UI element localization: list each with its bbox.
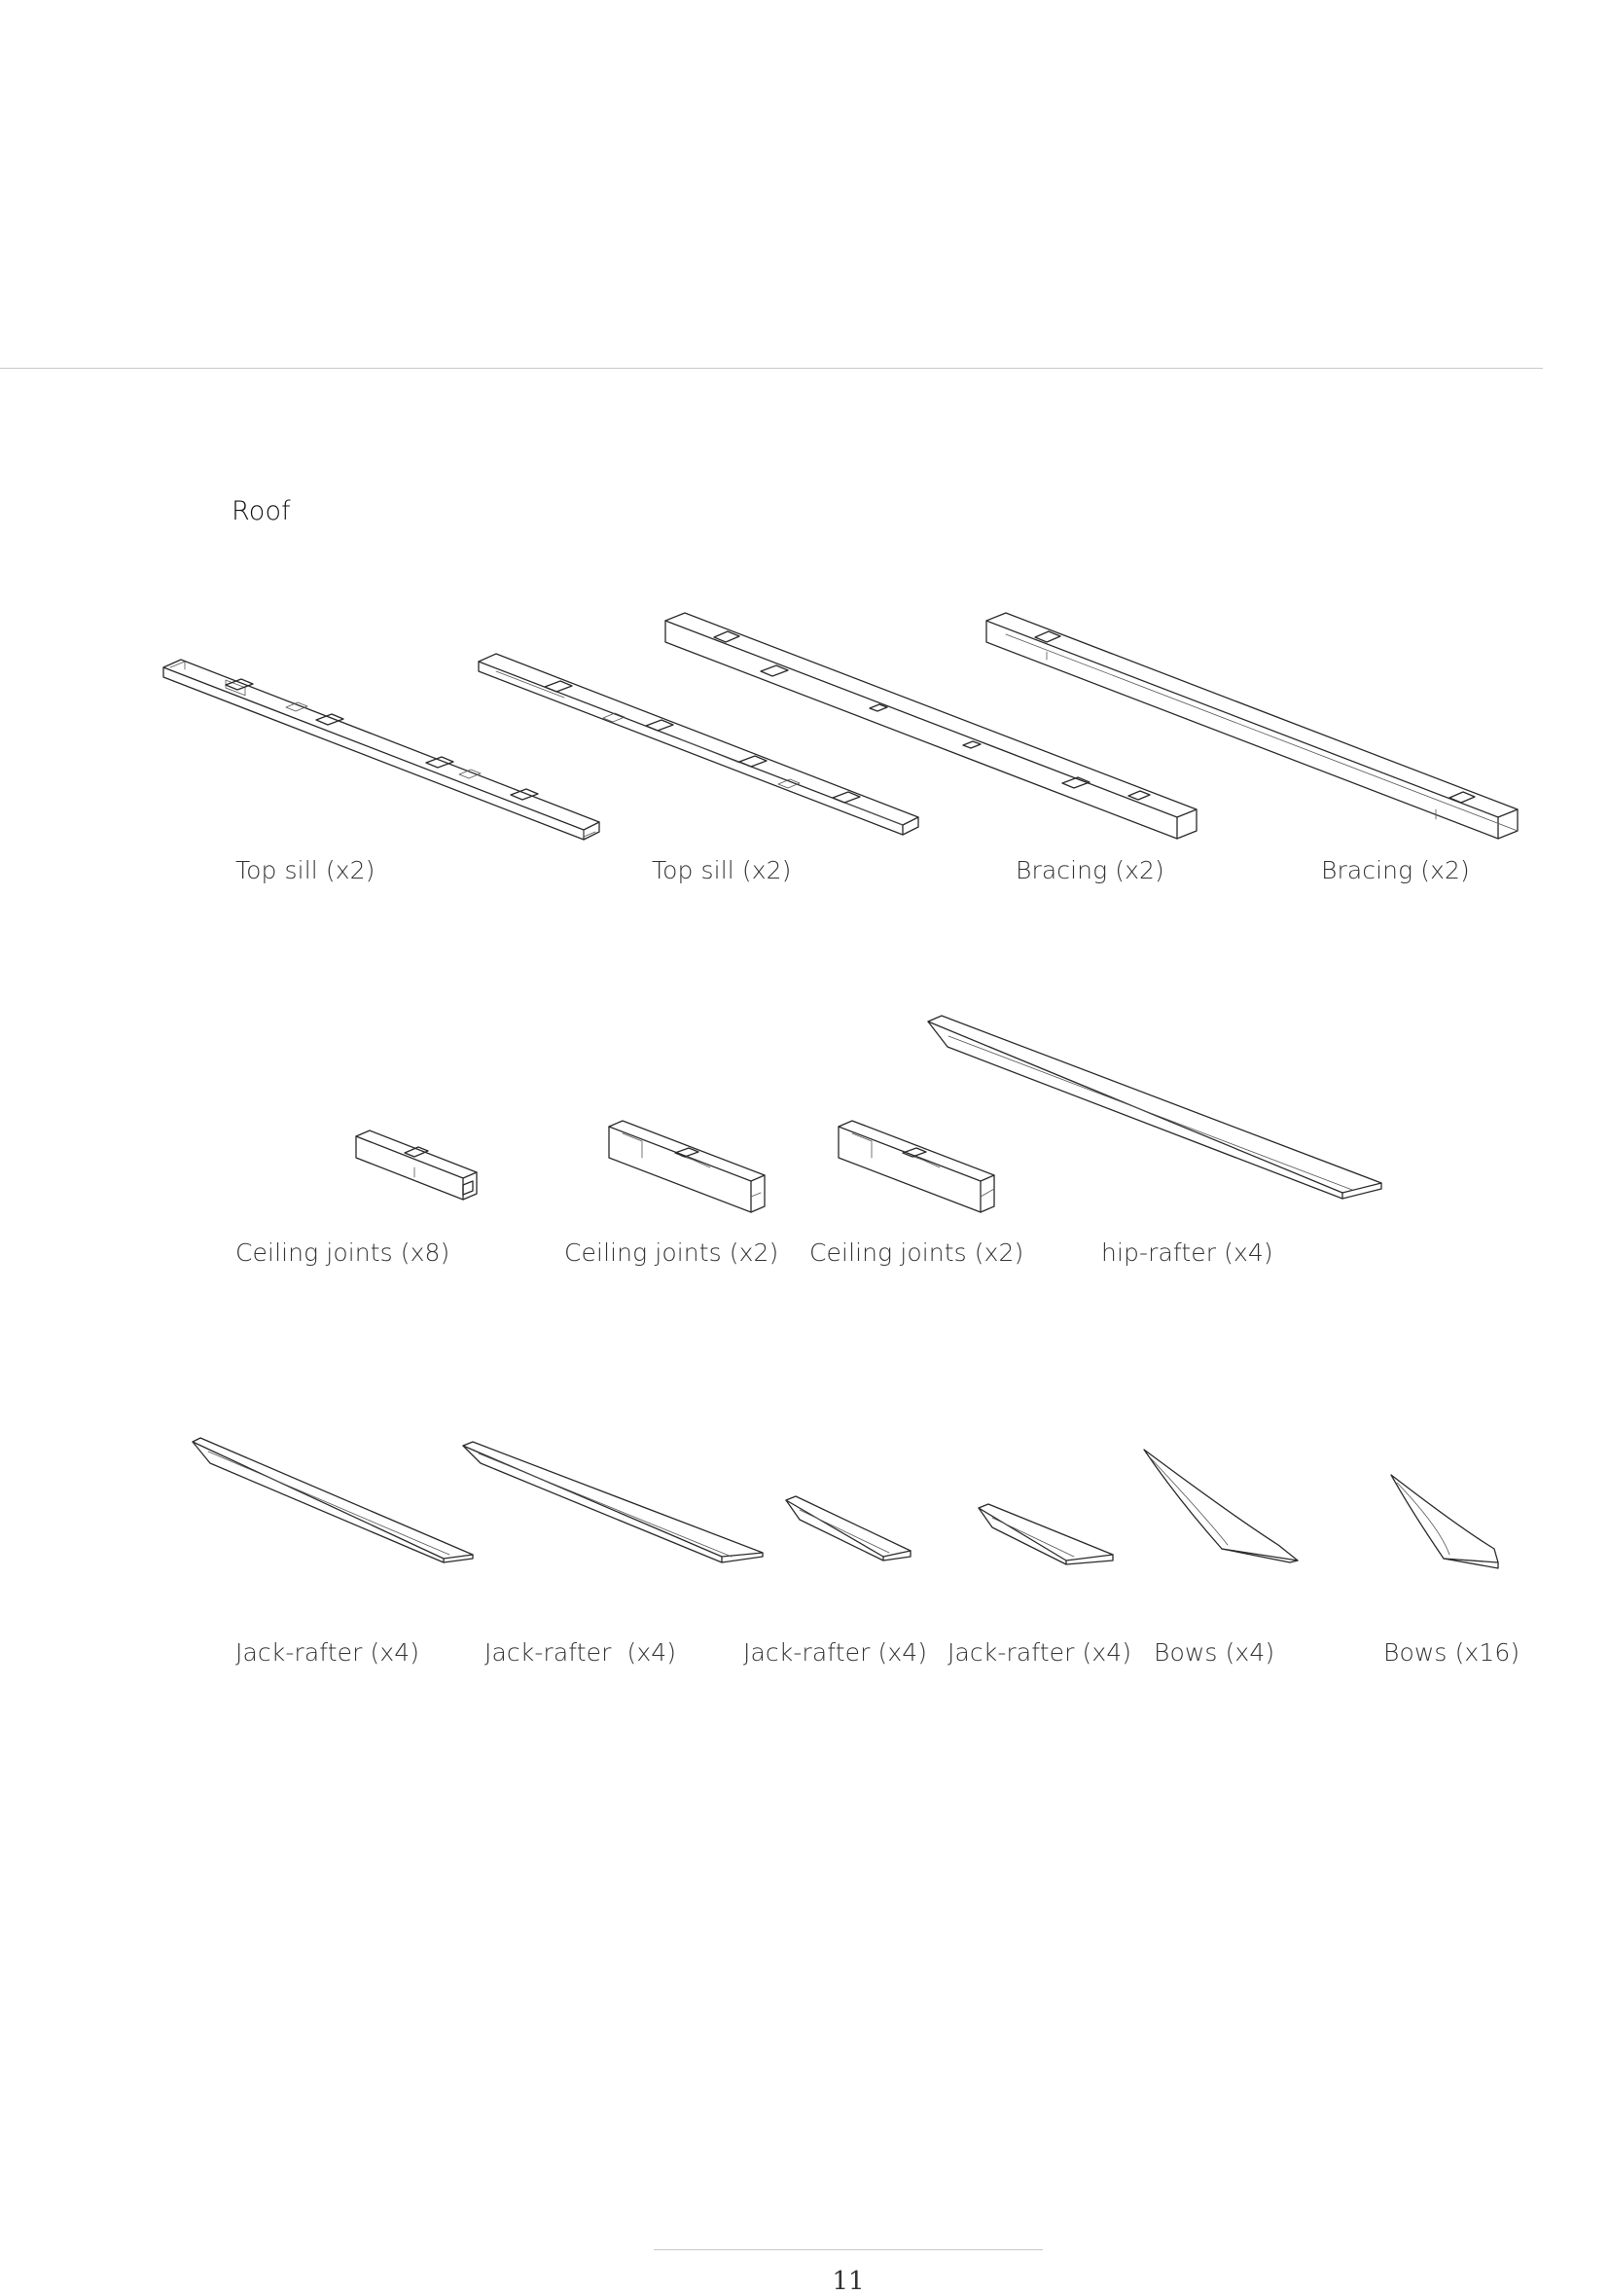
part-label-bracing-1: Bracing (x2) — [1016, 856, 1164, 884]
top-sill-drawing-2 — [479, 654, 918, 835]
part-label-bows-2: Bows (x16) — [1383, 1638, 1520, 1667]
ceiling-joint-drawing-1 — [356, 1130, 477, 1200]
top-sill-drawing-1 — [163, 660, 599, 840]
jack-rafter-drawing-1 — [193, 1438, 473, 1562]
part-label-top-sill-2: Top sill (x2) — [652, 856, 792, 884]
part-label-jack-rafter-1: Jack-rafter (x4) — [235, 1638, 420, 1667]
part-label-hip-rafter: hip-rafter (x4) — [1101, 1238, 1273, 1267]
part-label-ceiling-joints-3: Ceiling joints (x2) — [809, 1238, 1024, 1267]
section-title: Roof — [232, 496, 291, 526]
part-label-ceiling-joints-1: Ceiling joints (x8) — [235, 1238, 450, 1267]
jack-rafter-drawing-2 — [463, 1442, 763, 1562]
bracing-drawing-1 — [665, 613, 1197, 839]
jack-rafter-drawing-4 — [979, 1504, 1113, 1564]
jack-rafter-drawing-3 — [786, 1496, 911, 1561]
bows-drawing-2 — [1391, 1475, 1498, 1568]
ceiling-joint-drawing-2 — [609, 1121, 765, 1212]
footer-divider — [654, 2249, 1043, 2250]
bows-drawing-1 — [1144, 1450, 1298, 1562]
part-label-ceiling-joints-2: Ceiling joints (x2) — [564, 1238, 779, 1267]
page-number: 11 — [832, 2267, 865, 2296]
bracing-drawing-2 — [986, 613, 1518, 839]
part-label-bows-1: Bows (x4) — [1154, 1638, 1275, 1667]
hip-rafter-drawing — [928, 1016, 1381, 1199]
ceiling-joint-drawing-3 — [839, 1121, 994, 1212]
part-label-top-sill-1: Top sill (x2) — [235, 856, 375, 884]
part-label-jack-rafter-4: Jack-rafter (x4) — [948, 1638, 1132, 1667]
part-label-jack-rafter-2: Jack-rafter (x4) — [484, 1638, 677, 1667]
part-label-bracing-2: Bracing (x2) — [1321, 856, 1470, 884]
part-label-jack-rafter-3: Jack-rafter (x4) — [743, 1638, 928, 1667]
